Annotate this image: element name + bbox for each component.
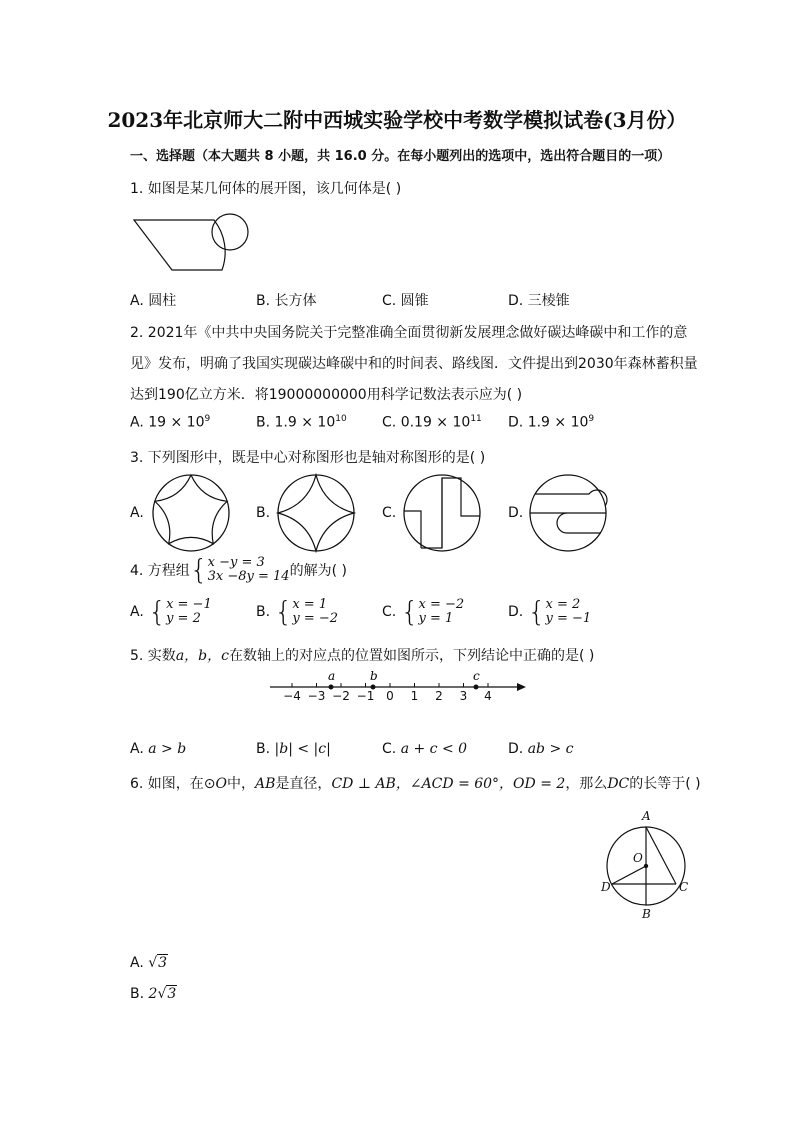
q2-line2: 见》发布，明确了我国实现碳达峰碳中和的时间表、路线图．文件提出到2030年森林蓄积量: [130, 356, 698, 372]
q2-option-a[interactable]: A. $19 \times 10^9$: [130, 414, 211, 431]
q6-stem: 6. 如图，在⊙O中，AB是直径，CD ⊥ AB，∠ACD = 60°，OD = 2，那么DC的长等于( ): [130, 776, 701, 792]
label-a: A: [642, 809, 651, 823]
q6-option-a[interactable]: A. √3: [130, 955, 168, 971]
q3-stem: 3. 下列图形中，既是中心对称图形也是轴对称图形的是( ): [130, 450, 486, 466]
number-line-figure: [265, 668, 530, 704]
q2-option-b[interactable]: B. $1.9 \times 10^{10}$: [256, 414, 347, 431]
q1-net-figure: [130, 210, 255, 275]
q1-option-a[interactable]: A. 圆柱: [130, 293, 177, 309]
q5-option-d[interactable]: D. ab > c: [508, 741, 574, 757]
q5-option-c[interactable]: C. a + c < 0: [382, 741, 468, 757]
q4-stem: 4. 方程组{x −y = 3 3x −8y = 14的解为( ): [130, 553, 347, 586]
label-d: D: [601, 880, 611, 894]
q3-figure-c[interactable]: [401, 472, 483, 554]
q6-circle-figure: [598, 808, 698, 921]
q3-figure-d[interactable]: [527, 472, 609, 554]
q4-option-d[interactable]: D. {x = 2 y = −1: [508, 595, 592, 628]
label-o: O: [633, 851, 643, 865]
q2-line1: 2. 2021年《中共中央国务院关于完整准确全面贯彻新发展理念做好碳达峰碳中和工作的意: [130, 325, 688, 341]
label-b: B: [642, 907, 651, 921]
q1-option-c[interactable]: C. 圆锥: [382, 293, 429, 309]
point-label-c: c: [473, 669, 480, 683]
q6-option-b[interactable]: B. 2√3: [130, 986, 177, 1002]
q1-option-b[interactable]: B. 长方体: [256, 293, 317, 309]
q4-option-a[interactable]: A. {x = −1 y = 2: [130, 595, 212, 628]
number-line-tick-label: 1: [410, 689, 419, 703]
q3-option-a-label[interactable]: A.: [130, 505, 144, 521]
q5-option-b[interactable]: B. |b| < |c|: [256, 741, 331, 757]
point-label-a: a: [328, 669, 336, 683]
q4-option-c[interactable]: C. {x = −2 y = 1: [382, 595, 465, 628]
number-line-tick-label: 3: [459, 689, 468, 703]
page-title: 2023年北京师大二附中西城实验学校中考数学模拟试卷(3月份）: [107, 108, 687, 132]
q2-option-c[interactable]: C. $0.19 \times 10^{11}$: [382, 414, 482, 431]
number-line-tick-label: 4: [484, 689, 492, 703]
number-line-tick-label: −4: [283, 689, 301, 703]
q5-option-a[interactable]: A. a > b: [130, 741, 187, 757]
q3-figure-b[interactable]: [275, 472, 357, 554]
number-line-tick-label: 2: [435, 689, 443, 703]
q3-figure-a[interactable]: [150, 472, 232, 554]
q2-option-d[interactable]: D. $1.9 \times 10^9$: [508, 414, 595, 431]
q3-option-b-label[interactable]: B.: [256, 505, 271, 521]
q4-option-b[interactable]: B. {x = 1 y = −2: [256, 595, 339, 628]
section-heading: 一、选择题（本大题共 8 小题，共 16.0 分。在每小题列出的选项中，选出符合题目的一项）: [130, 149, 671, 164]
q3-option-c-label[interactable]: C.: [382, 505, 397, 521]
number-line-tick-label: −2: [332, 689, 350, 703]
number-line-tick-label: −1: [356, 689, 375, 703]
q1-stem: 1. 如图是某几何体的展开图，该几何体是( ): [130, 181, 402, 197]
number-line-tick-label: −3: [307, 689, 326, 703]
q3-option-d-label[interactable]: D.: [508, 505, 524, 521]
q1-option-d[interactable]: D. 三棱锥: [508, 293, 570, 309]
q5-stem: 5. 实数a，b，c在数轴上的对应点的位置如图所示，下列结论中正确的是( ): [130, 648, 595, 664]
point-label-b: b: [370, 669, 378, 683]
number-line-tick-label: 0: [386, 689, 394, 703]
label-c: C: [679, 880, 689, 894]
q2-line3: 达到190亿立方米．将19000000000用科学记数法表示应为( ): [130, 387, 523, 403]
